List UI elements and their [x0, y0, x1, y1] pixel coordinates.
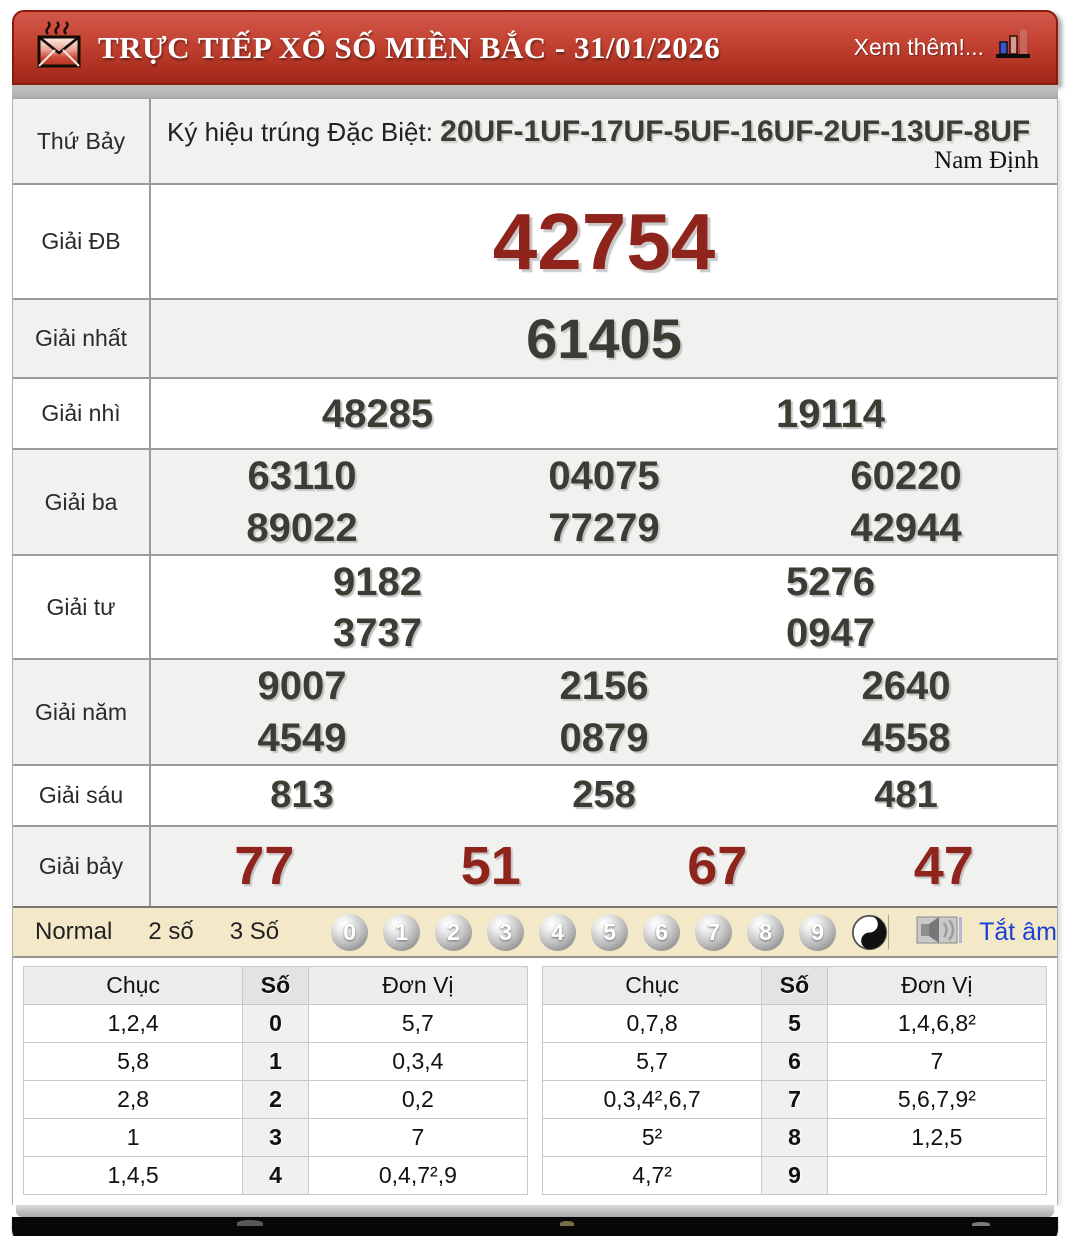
controls-bar [13, 906, 1057, 958]
signature-caption: Ký hiệu trúng Đặc Biệt: [167, 117, 441, 147]
bottom-black-bar [12, 1217, 1058, 1236]
donvi-cell: 0,4,7²,9 [308, 1157, 527, 1195]
speaker-icon[interactable] [915, 913, 967, 952]
prize-number: 61405 [526, 306, 682, 370]
chuc-cell: 5,7 [543, 1043, 762, 1081]
page-title: TRỰC TIẾP XỔ SỐ MIỀN BẮC - 31/01/2026 [98, 29, 721, 65]
so-cell: 0 [243, 1005, 309, 1043]
donvi-cell: 0,3,4 [308, 1043, 527, 1081]
digit-summary [12, 958, 1058, 1205]
prize-number: 0879 [559, 716, 649, 760]
table-row [543, 1119, 1047, 1157]
prize-row-special [13, 185, 1057, 300]
digit-ball-0[interactable]: 0 [331, 914, 368, 951]
prize-number: 77279 [548, 506, 660, 550]
prize-number: 5276 [786, 559, 875, 604]
donvi-cell: 7 [308, 1119, 527, 1157]
donvi-cell: 1,2,5 [827, 1119, 1046, 1157]
prize-number: 2640 [861, 664, 951, 708]
prize-row-fourth [13, 556, 1057, 660]
mode-3so[interactable]: 3 Số [229, 918, 280, 945]
signature-line [167, 109, 1041, 156]
col-header-so: Số [243, 967, 309, 1005]
prize-number: 04075 [548, 454, 660, 498]
digit-ball-9[interactable]: 9 [799, 914, 836, 951]
signature-content [151, 99, 1057, 183]
prize-number: 0947 [786, 610, 875, 655]
header-shadow-strip [12, 85, 1058, 99]
bar-chart-icon [994, 28, 1034, 68]
prize-row-third [13, 450, 1057, 556]
prize-number: 19114 [775, 391, 886, 436]
prize-number: 47 [913, 835, 974, 896]
chuc-cell: 1 [24, 1119, 243, 1157]
so-cell: 8 [762, 1119, 828, 1157]
prize-label: Giải nhất [13, 300, 151, 377]
lottery-widget [12, 10, 1058, 1236]
chuc-cell: 0,3,4²,6,7 [543, 1081, 762, 1119]
digit-ball-8[interactable]: 8 [747, 914, 784, 951]
col-header-donvi: Đơn Vị [827, 967, 1046, 1005]
table-row [24, 1005, 528, 1043]
col-header-donvi: Đơn Vị [308, 967, 527, 1005]
mute-link[interactable]: Tắt âm [979, 917, 1057, 946]
prize-label: Giải bảy [13, 827, 151, 906]
so-cell: 6 [762, 1043, 828, 1081]
prize-number: 4558 [861, 716, 951, 760]
table-row [543, 1043, 1047, 1081]
prize-number: 48285 [321, 391, 434, 436]
donvi-cell: 5,6,7,9² [827, 1081, 1046, 1119]
cutoff-remnant [560, 1221, 574, 1226]
digit-ball-6[interactable]: 6 [643, 914, 680, 951]
prize-number: 63110 [247, 454, 357, 498]
prize-number: 9007 [257, 664, 347, 708]
so-cell: 2 [243, 1081, 309, 1119]
digit-ball-5[interactable]: 5 [591, 914, 628, 951]
envelope-icon [36, 19, 82, 76]
so-cell: 7 [762, 1081, 828, 1119]
donvi-cell [827, 1157, 1046, 1195]
chuc-cell: 2,8 [24, 1081, 243, 1119]
summary-table-left [23, 966, 528, 1195]
digit-ball-7[interactable]: 7 [695, 914, 732, 951]
col-header-chuc: Chục [543, 967, 762, 1005]
summary-table-right [542, 966, 1047, 1195]
prize-label: Giải ĐB [13, 185, 151, 298]
prize-number: 89022 [246, 506, 358, 550]
col-header-so: Số [762, 967, 828, 1005]
prize-label: Giải nhì [13, 379, 151, 448]
digit-ball-4[interactable]: 4 [539, 914, 576, 951]
prize-label: Giải sáu [13, 766, 151, 825]
table-row [24, 1043, 528, 1081]
table-row [24, 1119, 528, 1157]
signature-row [13, 99, 1057, 185]
chuc-cell: 1,2,4 [24, 1005, 243, 1043]
prize-row-sixth [13, 766, 1057, 827]
prize-number: 77 [234, 835, 295, 896]
yin-yang-icon[interactable] [851, 914, 888, 951]
prize-number: 51 [460, 835, 521, 896]
prize-label: Giải năm [13, 660, 151, 764]
donvi-cell: 1,4,6,8² [827, 1005, 1046, 1043]
header-bar [12, 10, 1058, 85]
so-cell: 1 [243, 1043, 309, 1081]
bottom-gray-strip [16, 1205, 1054, 1217]
cutoff-remnant [237, 1220, 263, 1226]
prize-row-fifth [13, 660, 1057, 766]
table-row [543, 1157, 1047, 1195]
prize-number: 9182 [333, 559, 422, 604]
table-row [24, 1081, 528, 1119]
chuc-cell: 4,7² [543, 1157, 762, 1195]
digit-ball-1[interactable]: 1 [383, 914, 420, 951]
weekday-label: Thứ Bảy [13, 99, 151, 183]
prize-row-seventh [13, 827, 1057, 906]
col-header-chuc: Chục [24, 967, 243, 1005]
chuc-cell: 1,4,5 [24, 1157, 243, 1195]
prize-number: 42944 [850, 506, 962, 550]
prize-number: 481 [874, 773, 938, 816]
so-cell: 4 [243, 1157, 309, 1195]
prize-number: 3737 [333, 610, 422, 655]
prize-row-second [13, 379, 1057, 450]
so-cell: 3 [243, 1119, 309, 1157]
prize-number: 67 [687, 835, 748, 896]
separator [888, 915, 889, 949]
digit-ball-2[interactable]: 2 [435, 914, 472, 951]
donvi-cell: 5,7 [308, 1005, 527, 1043]
donvi-cell: 7 [827, 1043, 1046, 1081]
donvi-cell: 0,2 [308, 1081, 527, 1119]
sound-controls [888, 913, 1057, 952]
prize-label: Giải tư [13, 556, 151, 658]
cutoff-remnant [972, 1222, 990, 1226]
table-row [24, 1157, 528, 1195]
prize-number: 4549 [257, 716, 347, 760]
mode-2so[interactable]: 2 số [148, 918, 194, 945]
prize-number: 60220 [850, 454, 962, 498]
chuc-cell: 5,8 [24, 1043, 243, 1081]
chuc-cell: 5² [543, 1119, 762, 1157]
see-more-label: Xem thêm!... [853, 34, 984, 60]
so-cell: 9 [762, 1157, 828, 1195]
prize-number: 813 [270, 773, 334, 816]
digit-balls [331, 914, 888, 951]
results-table [12, 99, 1058, 958]
see-more-link[interactable] [854, 28, 1034, 68]
prize-number: 258 [572, 773, 636, 816]
table-row [543, 1005, 1047, 1043]
table-row [543, 1081, 1047, 1119]
signature-codes: 20UF-1UF-17UF-5UF-16UF-2UF-13UF-8UF [440, 115, 1031, 148]
chuc-cell: 0,7,8 [543, 1005, 762, 1043]
prize-label: Giải ba [13, 450, 151, 554]
mode-normal[interactable]: Normal [35, 918, 113, 945]
digit-ball-3[interactable]: 3 [487, 914, 524, 951]
province-label: Nam Định [934, 147, 1039, 174]
prize-row-first [13, 300, 1057, 379]
prize-number: 42754 [492, 196, 716, 286]
so-cell: 5 [762, 1005, 828, 1043]
prize-number: 2156 [559, 664, 649, 708]
